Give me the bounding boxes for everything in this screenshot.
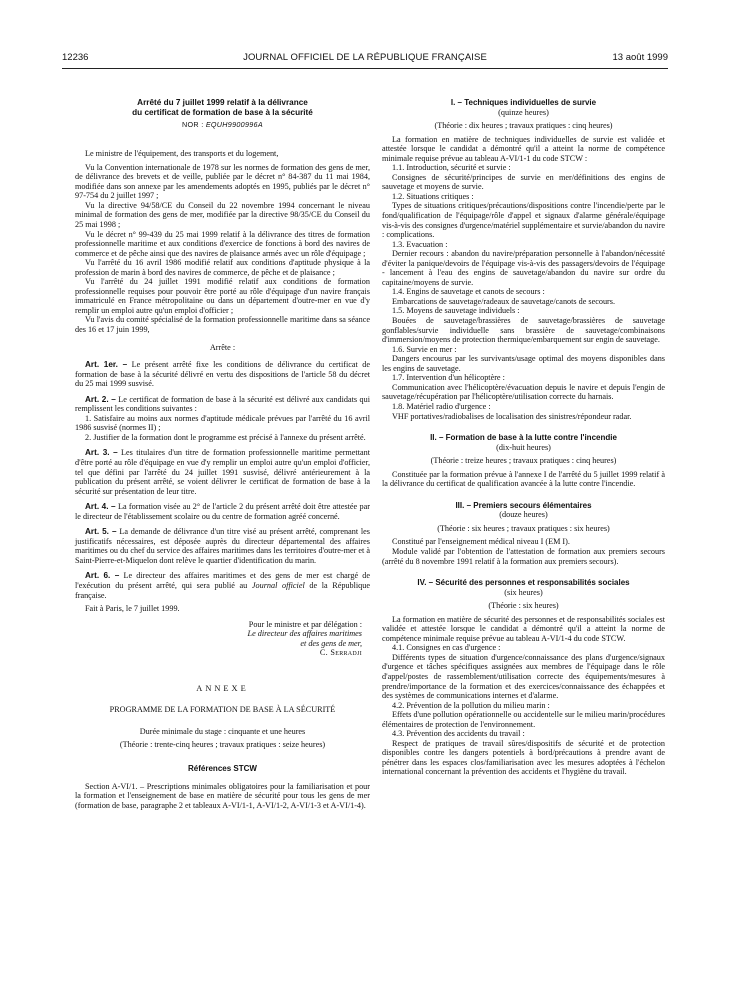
publication-date: 13 août 1999: [612, 52, 668, 63]
item-4-3: 4.3. Prévention des accidents du travail :: [392, 729, 525, 739]
signature-name: C. Serradji: [319, 648, 362, 658]
section-4-title: IV. – Sécurité des personnes et responsabilités sociales: [417, 578, 630, 588]
annexe-heading: ANNEXE: [196, 683, 249, 693]
item-1-6: 1.6. Survie en mer :: [392, 344, 457, 354]
article-5-label: Art. 5. –: [85, 527, 117, 537]
article-1-label: Art. 1er. –: [85, 360, 128, 370]
item-1-7: 1.7. Intervention d'un hélicoptère :: [392, 373, 505, 383]
item-4-3-text: Respect de pratiques de travail sûres/dispositifs de sécurité et de protection disponibles contre les dangers potentiels à bord/précautions à prendre avant de pénétrer dans les espaces clos/familiarisation avec les mesures adoptées à l'échelon international concernant la prévention des accidents et l'hygiène du travail.: [382, 738, 665, 777]
section-2-text: Constituée par la formation prévue à l'annexe I de l'arrêté du 5 juillet 1999 relatif à la délivrance du certificat de qualification avancée à la lutte contre l'incendie.: [382, 469, 665, 489]
visa-arrete-1991: Vu l'arrêté du 24 juillet 1991 modifié relatif aux conditions de formation professionnelle requises pour pouvoir être porté au rôle d'équipage d'un navire français immatriculé en France métropolitaine ou dans un département d'outre-mer en vue d'y remplir un emploi autre qu'un emploi d'officier ;: [75, 277, 370, 315]
article-4: [75, 502, 370, 521]
journal-title: JOURNAL OFFICIEL DE LA RÉPUBLIQUE FRANÇAISE: [243, 52, 487, 63]
item-1-8: 1.8. Matériel radio d'urgence :: [392, 401, 491, 411]
article-1: [75, 360, 370, 389]
article-2-condition-1: 1. Satisfaire au moins aux normes d'aptitude médicale prévues par l'arrêté du 16 avril 1986 susvisé (normes II) ;: [75, 413, 370, 433]
nor-label: NOR :: [182, 119, 204, 129]
visa-arrete-1986: Vu l'arrêté du 16 avril 1986 modifié relatif aux conditions d'aptitude physique à la profession de marin à bord des navires de commerce, de pêche et de plaisance ;: [75, 258, 370, 277]
article-3-text: Les titulaires d'un titre de formation professionnelle maritime permettant d'être porté au rôle d'équipage en vue d'y remplir un emploi autre qu'un emploi d'officier, tel que défini par l'arrêté du 24 juillet 1991 susvisé, délivré antérieurement à la publication du présent arrêté, se voient délivrer le certificat de formation de base à la sécurité sur présentation de leur titre.: [75, 448, 370, 496]
section-3-text-2: Module validé par l'obtention de l'attestation de formation aux premiers secours (arrêté du 8 novembre 1991 relatif à la formation aux premiers secours).: [382, 546, 665, 566]
section-1-hours: (quinze heures): [498, 107, 549, 117]
section-3-text-1: Constitué par l'enseignement médical niveau I (EM I).: [392, 537, 570, 547]
section-1-detail: (Théorie : dix heures ; travaux pratiques : cinq heures): [434, 121, 613, 131]
item-4-1: 4.1. Consignes en cas d'urgence :: [392, 643, 501, 653]
item-1-2-text: Types de situations critiques/précautions/dispositions contre l'incendie/perte par le fond/qualification de l'équipage/rôle d'appel et signaux d'alarme générale/équipage vis-à-vis des consignes d'urgence/matériel supplémentaire et survie/abandon du navire : complications.: [382, 201, 665, 240]
article-2-condition-2: 2. Justifier de la formation dont le programme est précisé à l'annexe du présent arrêté.: [85, 432, 366, 442]
signature-title: [75, 629, 370, 639]
decree-title-line1: Arrêté du 7 juillet 1999 relatif à la délivrance: [137, 98, 308, 107]
item-1-2: 1.2. Situations critiques :: [392, 191, 474, 201]
section-4-detail: (Théorie : six heures): [488, 601, 559, 611]
left-column: [75, 98, 370, 810]
section-4-intro: La formation en matière de sécurité des personnes et de responsabilités sociales est validée et attestée lorsque le candidat a démontré qu'il a atteint la norme de compétence minimale requise prévue au tableau A-VI/1-4 du code STCW.: [382, 614, 665, 643]
header-rule: [62, 68, 668, 69]
article-2: [75, 395, 370, 414]
arrete-heading: Arrête :: [209, 342, 236, 352]
item-1-1: 1.1. Introduction, sécurité et survie :: [392, 163, 511, 173]
article-6-text-a: Le directeur des affaires maritimes et des gens de mer est chargé de l'exécution du présent arrêté, qui sera publié au: [75, 571, 370, 591]
signature-title-2-italic: et des gens de mer,: [300, 638, 362, 648]
duree-line: Durée minimale du stage : cinquante et une heures: [139, 726, 306, 736]
article-5: [75, 527, 370, 565]
visa-convention: Vu la Convention internationale de 1978 sur les normes de formation des gens de mer, de délivrance des brevets et de veille, publiée par le décret n° 84-387 du 11 mai 1984, modifiée dans son annexe par les amendements adoptés en 1995, publiés par le décret n° 97-754 du 2 juillet 1997 ;: [75, 162, 370, 201]
references-heading: Références STCW: [188, 764, 257, 774]
section-2-hours: (dix-huit heures): [496, 442, 551, 452]
item-1-8-text: VHF portatives/radiobalises de localisation des sinistres/répondeur radar.: [392, 411, 632, 421]
nor-reference: [75, 120, 370, 130]
signature-delegation: Pour le ministre et par délégation :: [248, 619, 362, 629]
section-4-hours: (six heures): [504, 587, 543, 597]
minister-line: Le ministre de l'équipement, des transports et du logement,: [85, 149, 279, 159]
item-4-2-text: Effets d'une pollution opérationnelle ou accidentelle sur le milieu marin/procédures élémentaires de protection de l'environnement.: [382, 710, 666, 729]
article-5-text: La demande de délivrance d'un titre visé au présent arrêté, comprenant les justificatifs nécessaires, est déposée auprès du directeur départemental des affaires maritimes ou du chef du service des affaires maritimes dans les territoires d'outre-mer et à Saint-Pierre-et-Miquelon dont relève le quartier d'identification du marin.: [75, 527, 370, 565]
section-2-title: II. – Formation de base à la lutte contre l'incendie: [430, 433, 617, 443]
item-1-5-text: Bouées de sauvetage/brassières de sauvetage/brassières de sauvetage gonflables/survie individuelle sans brassière de sauvetage/combinaisons d'immersion/moyens de protection thermique/embarquement sur engin de sauvetage.: [382, 316, 665, 345]
visa-directive: Vu la directive 94/58/CE du Conseil du 22 novembre 1994 concernant le niveau minimal de formation des gens de mer, modifiée par la directive 98/35/CE du Conseil du 25 mai 1998 ;: [75, 200, 370, 229]
section-1-title: I. – Techniques individuelles de survie: [450, 98, 597, 107]
item-1-3: 1.3. Evacuation :: [392, 239, 448, 249]
item-1-3-text: Dernier recours : abandon du navire/préparation personnelle à l'abandon/nécessité d'éviter la panique/devoirs de l'équipage vis-à-vis des passagers/devoirs de l'équipage - lancement à l'eau des engins de sauvetage/abandon du navire sur ordre du capitaine/moyens de survie.: [382, 249, 665, 287]
item-1-5: 1.5. Moyens de sauvetage individuels :: [392, 306, 520, 316]
references-text: Section A-VI/1. – Prescriptions minimales obligatoires pour la familiarisation et pour la formation et l'enseignement de base en matière de sécurité pour tous les gens de mer (formation de base, paragraphe 2 et tableaux A-VI/1-1, A-VI/1-2, A-VI/1-3 et A-VI/1-4).: [75, 781, 370, 810]
item-1-7-text: Communication avec l'hélicoptère/évacuation depuis le navire et depuis l'engin de sauvetage/récupération par l'hélicoptère/utilisation correcte du harnais.: [382, 382, 665, 402]
article-3: [75, 448, 370, 496]
article-4-text: La formation visée au 2° de l'article 2 du présent arrêté doit être attestée par le directeur de l'établissement scolaire ou du centre de formation agréé concerné.: [75, 502, 370, 521]
nor-value: EQUH9900996A: [205, 119, 263, 129]
page-header: [62, 52, 668, 66]
item-4-2: 4.2. Prévention de la pollution du milieu marin :: [392, 700, 550, 710]
article-4-label: Art. 4. –: [85, 502, 116, 512]
section-3-title: III. – Premiers secours élémentaires: [455, 500, 592, 510]
visa-comite: Vu l'avis du comité spécialisé de la formation professionnelle maritime dans sa séance des 16 et 17 juin 1999,: [75, 315, 370, 334]
section-1-intro: La formation en matière de techniques individuelles de survie est validée et attestée lorsque le candidat a démontré qu'il a atteint la norme de compétence minimale requise prévue au tableau A-VI/1-1 du code STCW :: [382, 134, 665, 163]
article-6-label: Art. 6. –: [85, 571, 120, 581]
item-4-1-text: Différents types de situation d'urgence/connaissance des plans d'urgence/signaux d'urgence et tâches spécifiques assignées aux membres de l'équipage dans le rôle d'appel/postes de rassemblement/utilisation correcte des équipements/mesures à prendre/importance de la formation et des exercices/connaissance des échappées et des systèmes de communications internes et d'alarme.: [382, 652, 665, 701]
item-1-4-text: Embarcations de sauvetage/radeaux de sauvetage/canots de secours.: [392, 296, 616, 306]
signature-title-2: [75, 639, 370, 649]
article-6: [75, 571, 370, 600]
section-3-hours: (douze heures): [499, 510, 548, 520]
section-3-detail: (Théorie : six heures ; travaux pratiques : six heures): [437, 523, 610, 533]
item-1-1-text: Consignes de sécurité/principes de survie en mer/définitions des engins de sauvetage et moyens de survie.: [382, 172, 665, 192]
right-column: [382, 98, 665, 777]
page-number: 12236: [62, 52, 89, 63]
article-2-text: Le certificat de formation de base à la sécurité est délivré aux candidats qui remplissent les conditions suivantes :: [75, 394, 370, 414]
programme-heading: PROGRAMME DE LA FORMATION DE BASE À LA SÉCURITÉ: [109, 705, 336, 715]
duree-detail: (Théorie : trente-cinq heures ; travaux pratiques : seize heures): [119, 740, 326, 750]
signature-title-italic: Le directeur des affaires maritimes: [247, 629, 362, 639]
article-1-text: Le présent arrêté fixe les conditions de délivrance du certificat de formation de base à la sécurité délivré en vertu des dispositions de l'article 58 du décret du 25 mai 1999 susvisé.: [75, 360, 370, 389]
item-1-6-text: Dangers encourus par les survivants/usage optimal des moyens disponibles dans les engins de sauvetage.: [382, 354, 665, 373]
article-2-label: Art. 2. –: [85, 394, 116, 404]
article-3-label: Art. 3. –: [85, 448, 118, 458]
decree-title-line2: du certificat de formation de base à la sécurité: [132, 107, 313, 117]
article-6-journal: Journal officiel: [251, 581, 305, 591]
article-6-text-b: de la République française.: [75, 581, 370, 600]
done-at-paris: Fait à Paris, le 7 juillet 1999.: [85, 604, 180, 614]
visa-decret: Vu le décret n° 99-439 du 25 mai 1999 relatif à la délivrance des titres de formation professionnelle maritime et aux conditions d'exercice de fonctions à bord des navires de commerce et de pêche ainsi que des navires de plaisance armés avec un rôle d'équipage ;: [75, 229, 370, 258]
section-2-detail: (Théorie : treize heures ; travaux pratiques : cinq heures): [430, 456, 617, 466]
item-1-4: 1.4. Engins de sauvetage et canots de secours :: [392, 287, 545, 297]
